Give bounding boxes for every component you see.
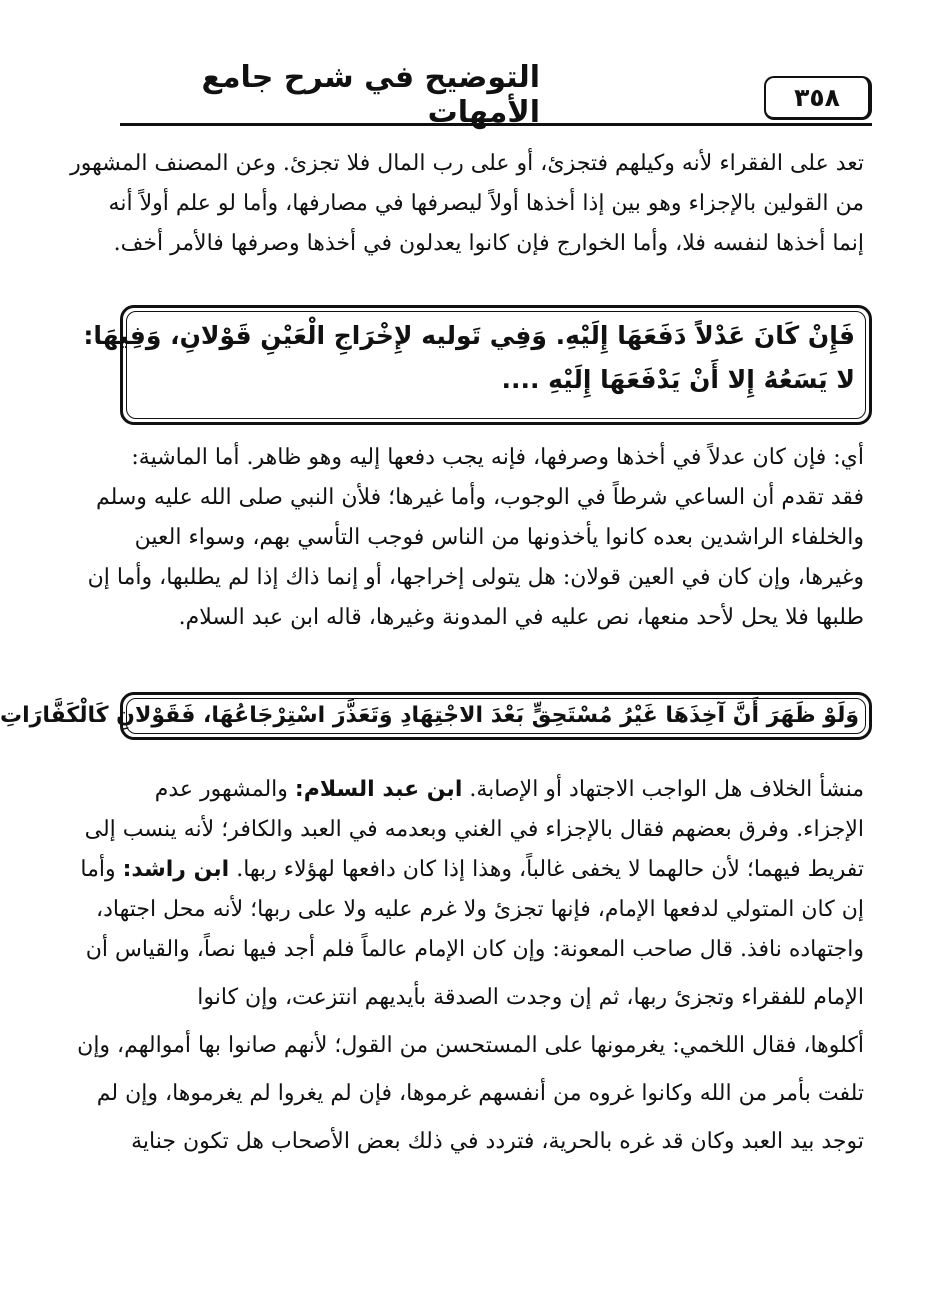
text-run: والمشهور عدم bbox=[154, 777, 295, 802]
page-number: ٣٥٨ bbox=[764, 76, 872, 120]
text-run: منشأ الخلاف هل الواجب الاجتهاد أو الإصابة. bbox=[462, 777, 864, 802]
header-rule bbox=[120, 123, 872, 126]
text-line: وغيرها، وإن كان في العين قولان: هل يتولى إخراجها، أو إنما ذاك إذا لم يطلبها، وأما إن bbox=[87, 565, 864, 590]
text-run: تفريط فيهما؛ لأن حالهما لا يخفى غالباً، وهذا إذا كان دافعها لهؤلاء ربها. bbox=[229, 857, 864, 882]
text-line: طلبها فلا يحل لأحد منعها، نص عليه في المدونة وغيرها، قاله ابن عبد السلام. bbox=[178, 605, 864, 630]
matn-line: وَلَوْ ظَهَرَ أَنَّ آخِذَهَا غَيْرُ مُسْتَحِقٍّ بَعْدَ الاجْتِهَادِ وَتَعَذَّرَ اسْتِرْجَاعُهَا، فَقَوْلانِ كَالْكَفَّارَاتِ bbox=[0, 703, 859, 728]
text-line bbox=[80, 850, 864, 890]
text-line: إن كان المتولي لدفعها الإمام، فإنها تجزئ ولا غرم عليه ولا على ربها؛ لأنه محل اجتهاد، bbox=[95, 897, 864, 922]
matn-line: لا يَسَعُهُ إِلا أَنْ يَدْفَعَهَا إِلَيْهِ .... bbox=[501, 365, 855, 394]
text-line: إنما أخذها لنفسه فلا، وأما الخوارج فإن كانوا يعدلون في أخذها وصرفها فالأمر أخف. bbox=[113, 231, 864, 256]
text-line: من القولين بالإجزاء وهو بين إذا أخذها أولاً ليصرفها في مصارفها، وأما لو علم أولاً أنه bbox=[108, 191, 864, 216]
book-title: التوضيح في شرح جامع الأمهات bbox=[201, 60, 540, 130]
matn-box-2 bbox=[0, 692, 872, 740]
text-line: فقد تقدم أن الساعي شرطاً في الوجوب، وأما غيرها؛ فلأن النبي صلى الله عليه وسلم bbox=[95, 485, 864, 510]
text-line: واجتهاده نافذ. قال صاحب المعونة: وإن كان الإمام عالماً فلم أجد فيها نصاً، والقياس أن bbox=[85, 937, 864, 962]
text-line: والخلفاء الراشدين بعده كانوا يأخذونها من الناس فوجب التأسي بهم، وسواء العين bbox=[134, 525, 864, 550]
commentary-paragraph-1 bbox=[70, 144, 864, 264]
text-line: أكلوها، فقال اللخمي: يغرمونها على المستحسن من القول؛ لأنهم صانوا بها أموالهم، وإن bbox=[77, 1033, 864, 1058]
text-line: تلفت بأمر من الله وكانوا غروه من أنفسهم غرموها، فإن لم يغروا لم يغرموها، وإن لم bbox=[96, 1081, 864, 1106]
matn-line: فَإِنْ كَانَ عَدْلاً دَفَعَهَا إِلَيْهِ. وَفِي تَوليه لإِخْرَاجِ الْعَيْنِ قَوْلانِ، وَفِيهَا: bbox=[83, 321, 855, 350]
text-line: أي: فإن كان عدلاً في أخذها وصرفها، فإنه يجب دفعها إليه وهو ظاهر. أما الماشية: bbox=[131, 445, 864, 470]
cited-scholar: ابن راشد: bbox=[122, 857, 230, 882]
text-line: الإمام للفقراء وتجزئ ربها، ثم إن وجدت الصدقة بأيديهم انتزعت، وإن كانوا bbox=[197, 985, 864, 1010]
text-run: وأما bbox=[80, 857, 123, 882]
matn-box-1 bbox=[83, 305, 872, 425]
cited-scholar: ابن عبد السلام: bbox=[294, 777, 463, 802]
page-header bbox=[120, 60, 872, 132]
text-line: الإجزاء. وفرق بعضهم فقال بالإجزاء في الغني وبعدمه في العبد والكافر؛ لأنه ينسب إلى bbox=[84, 817, 864, 842]
text-line bbox=[120, 770, 864, 810]
text-line: توجد بيد العبد وكان قد غره بالحرية، فتردد في ذلك بعض الأصحاب هل تكون جناية bbox=[131, 1129, 864, 1154]
text-line: تعد على الفقراء لأنه وكيلهم فتجزئ، أو على رب المال فلا تجزئ. وعن المصنف المشهور bbox=[70, 151, 864, 176]
commentary-paragraph-3 bbox=[77, 770, 864, 1162]
commentary-paragraph-2 bbox=[87, 438, 864, 638]
